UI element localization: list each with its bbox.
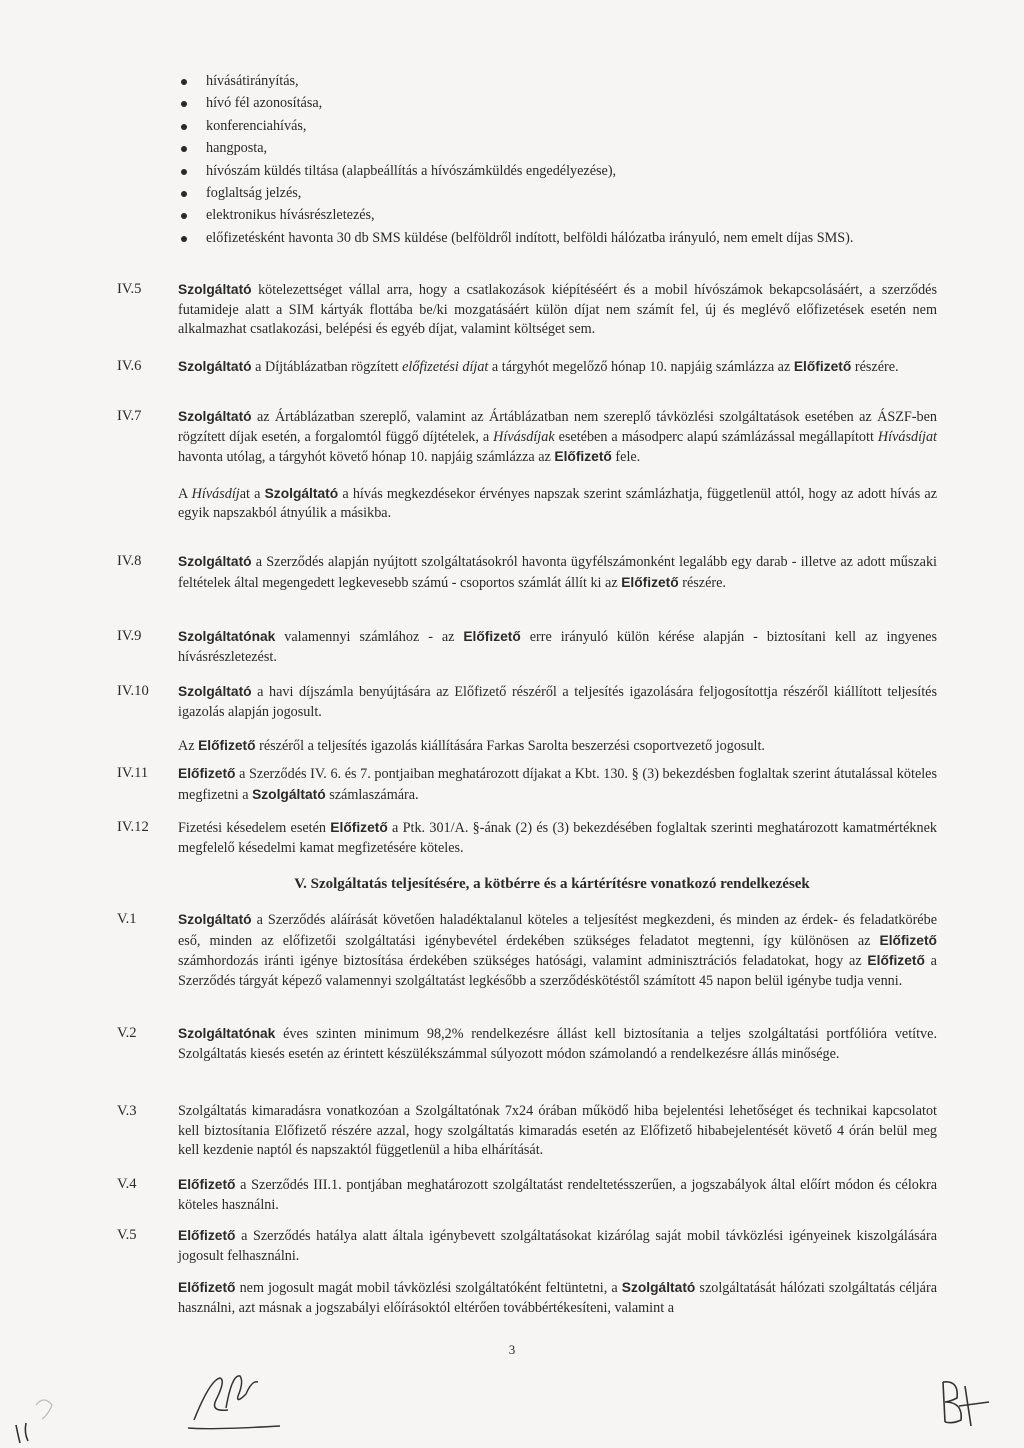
clause-iv-7 <box>117 407 937 524</box>
clause-text: a hívás megkezdésekor érvényes napszak szerint számlázhatja, függetlenül attól, hogy az adott hívás az egyik napszakból átnyúlik a másikba. <box>178 485 937 522</box>
clause-text: a havi díjszámla benyújtására az Előfizető részéről a teljesítés igazolására feljogosítottja részéről kiállított teljesítés igazolás alapján jogosult. <box>178 684 937 720</box>
party-provider: Szolgáltató <box>178 409 252 424</box>
party-subscriber: Előfizető <box>330 820 388 835</box>
party-provider: Szolgáltató <box>178 554 252 569</box>
clause-text: részére. <box>851 359 899 375</box>
clause-number: V.4 <box>117 1176 137 1192</box>
clause-iv-9 <box>117 627 937 667</box>
party-provider: Szolgáltató <box>178 359 252 374</box>
clause-text: részéről a teljesítés igazolás kiállítására Farkas Sarolta beszerzési csoportvezető jogosult. <box>255 738 765 755</box>
clause-body <box>178 818 937 858</box>
party-provider: Szolgáltató <box>178 282 252 297</box>
clause-body <box>178 407 937 524</box>
party-subscriber: Előfizető <box>554 449 612 465</box>
clause-italic-term: Hívásdíjak <box>493 428 555 445</box>
bullet-item: hívásátirányítás, <box>180 70 940 92</box>
clause-number: IV.6 <box>117 358 142 374</box>
clause-text: Fizetési késedelem esetén <box>178 820 331 836</box>
clause-number: IV.12 <box>117 819 149 835</box>
party-provider: Szolgáltatónak <box>178 1026 276 1041</box>
clause-body <box>178 1175 937 1215</box>
clause-body <box>178 682 937 757</box>
clause-text: a Szerződés tárgyát képező valamennyi szolgáltatást legkésőbb a szerződéskötéstől számított 45 napon belül igénybe tudja venni. <box>178 953 937 989</box>
party-subscriber: Előfizető <box>178 1177 236 1192</box>
clause-v-2 <box>117 1024 937 1064</box>
clause-v-1 <box>117 910 937 991</box>
clause-number: V.3 <box>117 1103 137 1119</box>
clause-text: részére. <box>678 574 726 591</box>
clause-text: a Szerződés IV. 6. és 7. pontjaiban meghatározott díjakat a Kbt. 130. § (3) bekezdésben foglaltak szerint átutalással köteles megfizetni a <box>178 766 937 803</box>
clause-iv-6 <box>117 357 937 378</box>
page-number: 3 <box>508 1342 516 1357</box>
party-subscriber: Előfizető <box>867 953 925 969</box>
signature-center <box>180 1360 290 1440</box>
clause-italic-term: előfizetési díjat <box>402 359 489 375</box>
clause-text: nem jogosult magát mobil távközlési szolgáltatóként feltüntetni, a <box>235 1280 622 1297</box>
clause-body <box>178 280 937 340</box>
clause-body <box>178 552 937 593</box>
bullet-item: hangposta, <box>180 137 940 159</box>
party-subscriber: Előfizető <box>178 766 236 781</box>
bullet-item: hívószám küldés tiltása (alapbeállítás a hívószámküldés engedélyezése), <box>180 160 940 182</box>
clause-text: a Szerződés aláírását követően haladéktalanul köteles a teljesítést megkezdeni, és minden az érdek- és feladatkörébe eső, minden az előfizetői szolgáltatási igénybevétel érdekében szükséges feladatot megtenni, így különösen az <box>178 912 937 949</box>
clause-italic-term: Hívásdíjat <box>877 428 938 445</box>
clause-text: havonta utólag, a tárgyhót követő hónap 10. napjáig számlázza az <box>178 449 555 466</box>
clause-number: IV.9 <box>117 628 142 644</box>
party-subscriber: Előfizető <box>463 629 521 644</box>
party-provider: Szolgáltató <box>264 485 339 501</box>
clause-v-5 <box>117 1226 937 1318</box>
clause-body <box>178 1024 937 1064</box>
clause-body <box>178 764 937 805</box>
party-provider: Szolgáltató <box>178 684 252 699</box>
bullet-item: hívó fél azonosítása, <box>180 92 940 114</box>
section-title: V. Szolgáltatás teljesítésére, a kötbérre és a kártérítésre vonatkozó rendelkezések <box>294 876 810 892</box>
feature-bullet-list <box>180 70 940 248</box>
bullet-item: konferenciahívás, <box>180 115 940 137</box>
clause-v-3 <box>117 1102 937 1161</box>
clause-number: IV.5 <box>117 281 142 297</box>
clause-number: IV.11 <box>117 765 149 781</box>
clause-text: erre irányuló külön kérése alapján - biztosítani kell az ingyenes hívásrészletezést. <box>178 629 937 665</box>
clause-text: valamennyi számlához - az <box>275 629 464 645</box>
initials-left-signature <box>8 1385 78 1445</box>
clause-text: a Szerződés alapján nyújtott szolgáltatásokról havonta ügyfélszámonként legalább egy darab - illetve az adott műszaki feltételek által megengedett legkevesebb számú - csoportos számlát állít ki az <box>178 554 937 591</box>
clause-text: a Ptk. 301/A. §-ának (2) és (3) bekezdésében foglaltak szerinti meghatározott kamatmértéknek megfelelő késedelmi kamat megfizetésére köteles. <box>178 820 938 856</box>
clause-text: szolgáltatását hálózati szolgáltatás céljára használni, azt másnak a jogszabályi előírásoktól eltérően továbbértékesíteni, valamint a <box>178 1280 937 1316</box>
party-subscriber: Előfizető <box>178 1228 236 1243</box>
party-provider: Szolgáltató <box>621 1280 696 1296</box>
clause-text: esetében a másodperc alapú számlázással megállapított <box>554 428 878 445</box>
clause-italic-term: Hívásdíj <box>191 485 240 502</box>
party-subscriber: Előfizető <box>793 359 852 374</box>
clause-iv-11 <box>117 764 937 805</box>
party-provider: Szolgáltatónak <box>178 629 276 644</box>
clause-number: IV.10 <box>117 683 149 699</box>
clause-body <box>178 910 937 991</box>
party-subscriber: Előfizető <box>879 932 937 948</box>
clause-text: számlaszámára. <box>325 786 419 803</box>
clause-text: a Szerződés hatálya alatt általa igénybevett szolgáltatásokat kizárólag saját mobil távközlési igényeinek kiszolgálására jogosult felhasználni. <box>178 1228 937 1264</box>
clause-number: V.5 <box>117 1227 137 1243</box>
party-subscriber: Előfizető <box>178 1280 236 1296</box>
clause-number: V.2 <box>117 1025 137 1041</box>
clause-text: a Szerződés III.1. pontjában meghatározott szolgáltatást rendeltetésszerűen, a jogszabályok által előírt módon és célokra köteles használni. <box>178 1177 937 1213</box>
clause-text: at a <box>239 485 265 502</box>
clause-body <box>178 357 937 378</box>
clause-iv-12 <box>117 818 937 858</box>
bullet-item: elektronikus hívásrészletezés, <box>180 204 940 226</box>
clause-body <box>178 1102 937 1161</box>
party-subscriber: Előfizető <box>198 738 256 754</box>
clause-text: kötelezettséget vállal arra, hogy a csatlakozások kiépítéséért és a mobil hívószámok bekapcsolásáért, a szerződés futamideje alatt a SIM kártyák flottába be/ki mozgatásáért külön díjat nem számít fel, új és meglévő előfizetések esetén nem alkalmazhat csatlakozási, belépési és egyéb díjat, valamint költséget sem. <box>178 282 937 338</box>
clause-text: éves szinten minimum 98,2% rendelkezésre állást kell biztosítania a teljes szolgáltatási portfólióra vetítve. Szolgáltatás kiesés esetén az érintett készülékszámmal súlyozott módon számolandó a rendelkezésre állás minősége. <box>178 1026 937 1062</box>
clause-text: Az <box>178 738 199 755</box>
clause-number: IV.8 <box>117 553 142 569</box>
clause-text: számhordozás iránti igénye biztosítása érdekében szükséges hatósági, valamint adminisztrációs feladatokat, hogy az <box>178 953 868 970</box>
clause-text: az Ártáblázatban szereplő, valamint az Ártáblázatban nem szereplő távközlési szolgáltatások esetében az ÁSZF-ben rögzített díjak esetén, a forgalomtól függő díjtételek, a <box>178 409 937 445</box>
clause-text: a Díjtáblázatban rögzített <box>251 359 403 375</box>
clause-body <box>178 627 937 667</box>
clause-text: fele. <box>611 449 641 466</box>
clause-iv-10 <box>117 682 937 757</box>
party-provider: Szolgáltató <box>252 786 326 802</box>
clause-iv-8 <box>117 552 937 593</box>
clause-text: Szolgáltatás kimaradásra vonatkozóan a Szolgáltatónak 7x24 órában működő hiba bejelentési lehetőséget és technikai kapcsolatot kell biztosítania Előfizető részére azzal, hogy szolgáltatás kimaradás esetén az Előfizető hibabejelentését követő 4 órán belül meg kell kezdenie naptól és napszaktól függetlenül a hiba elhárítását. <box>178 1103 937 1159</box>
party-subscriber: Előfizető <box>621 574 679 590</box>
clause-text: A <box>178 485 192 502</box>
clause-v-4 <box>117 1175 937 1215</box>
clause-text: a tárgyhót megelőző hónap 10. napjáig számlázza az <box>488 359 794 375</box>
clause-body <box>178 1226 937 1318</box>
bullet-item: foglaltság jelzés, <box>180 182 940 204</box>
clause-number: IV.7 <box>117 408 142 424</box>
party-provider: Szolgáltató <box>178 912 252 927</box>
clause-number: V.1 <box>117 911 137 927</box>
bullet-item: előfizetésként havonta 30 db SMS küldése (belföldről indított, belföldi hálózatba irányuló, nem emelt díjas SMS). <box>180 227 940 248</box>
clause-iv-5 <box>117 280 937 340</box>
initials-right-signature <box>935 1372 995 1432</box>
